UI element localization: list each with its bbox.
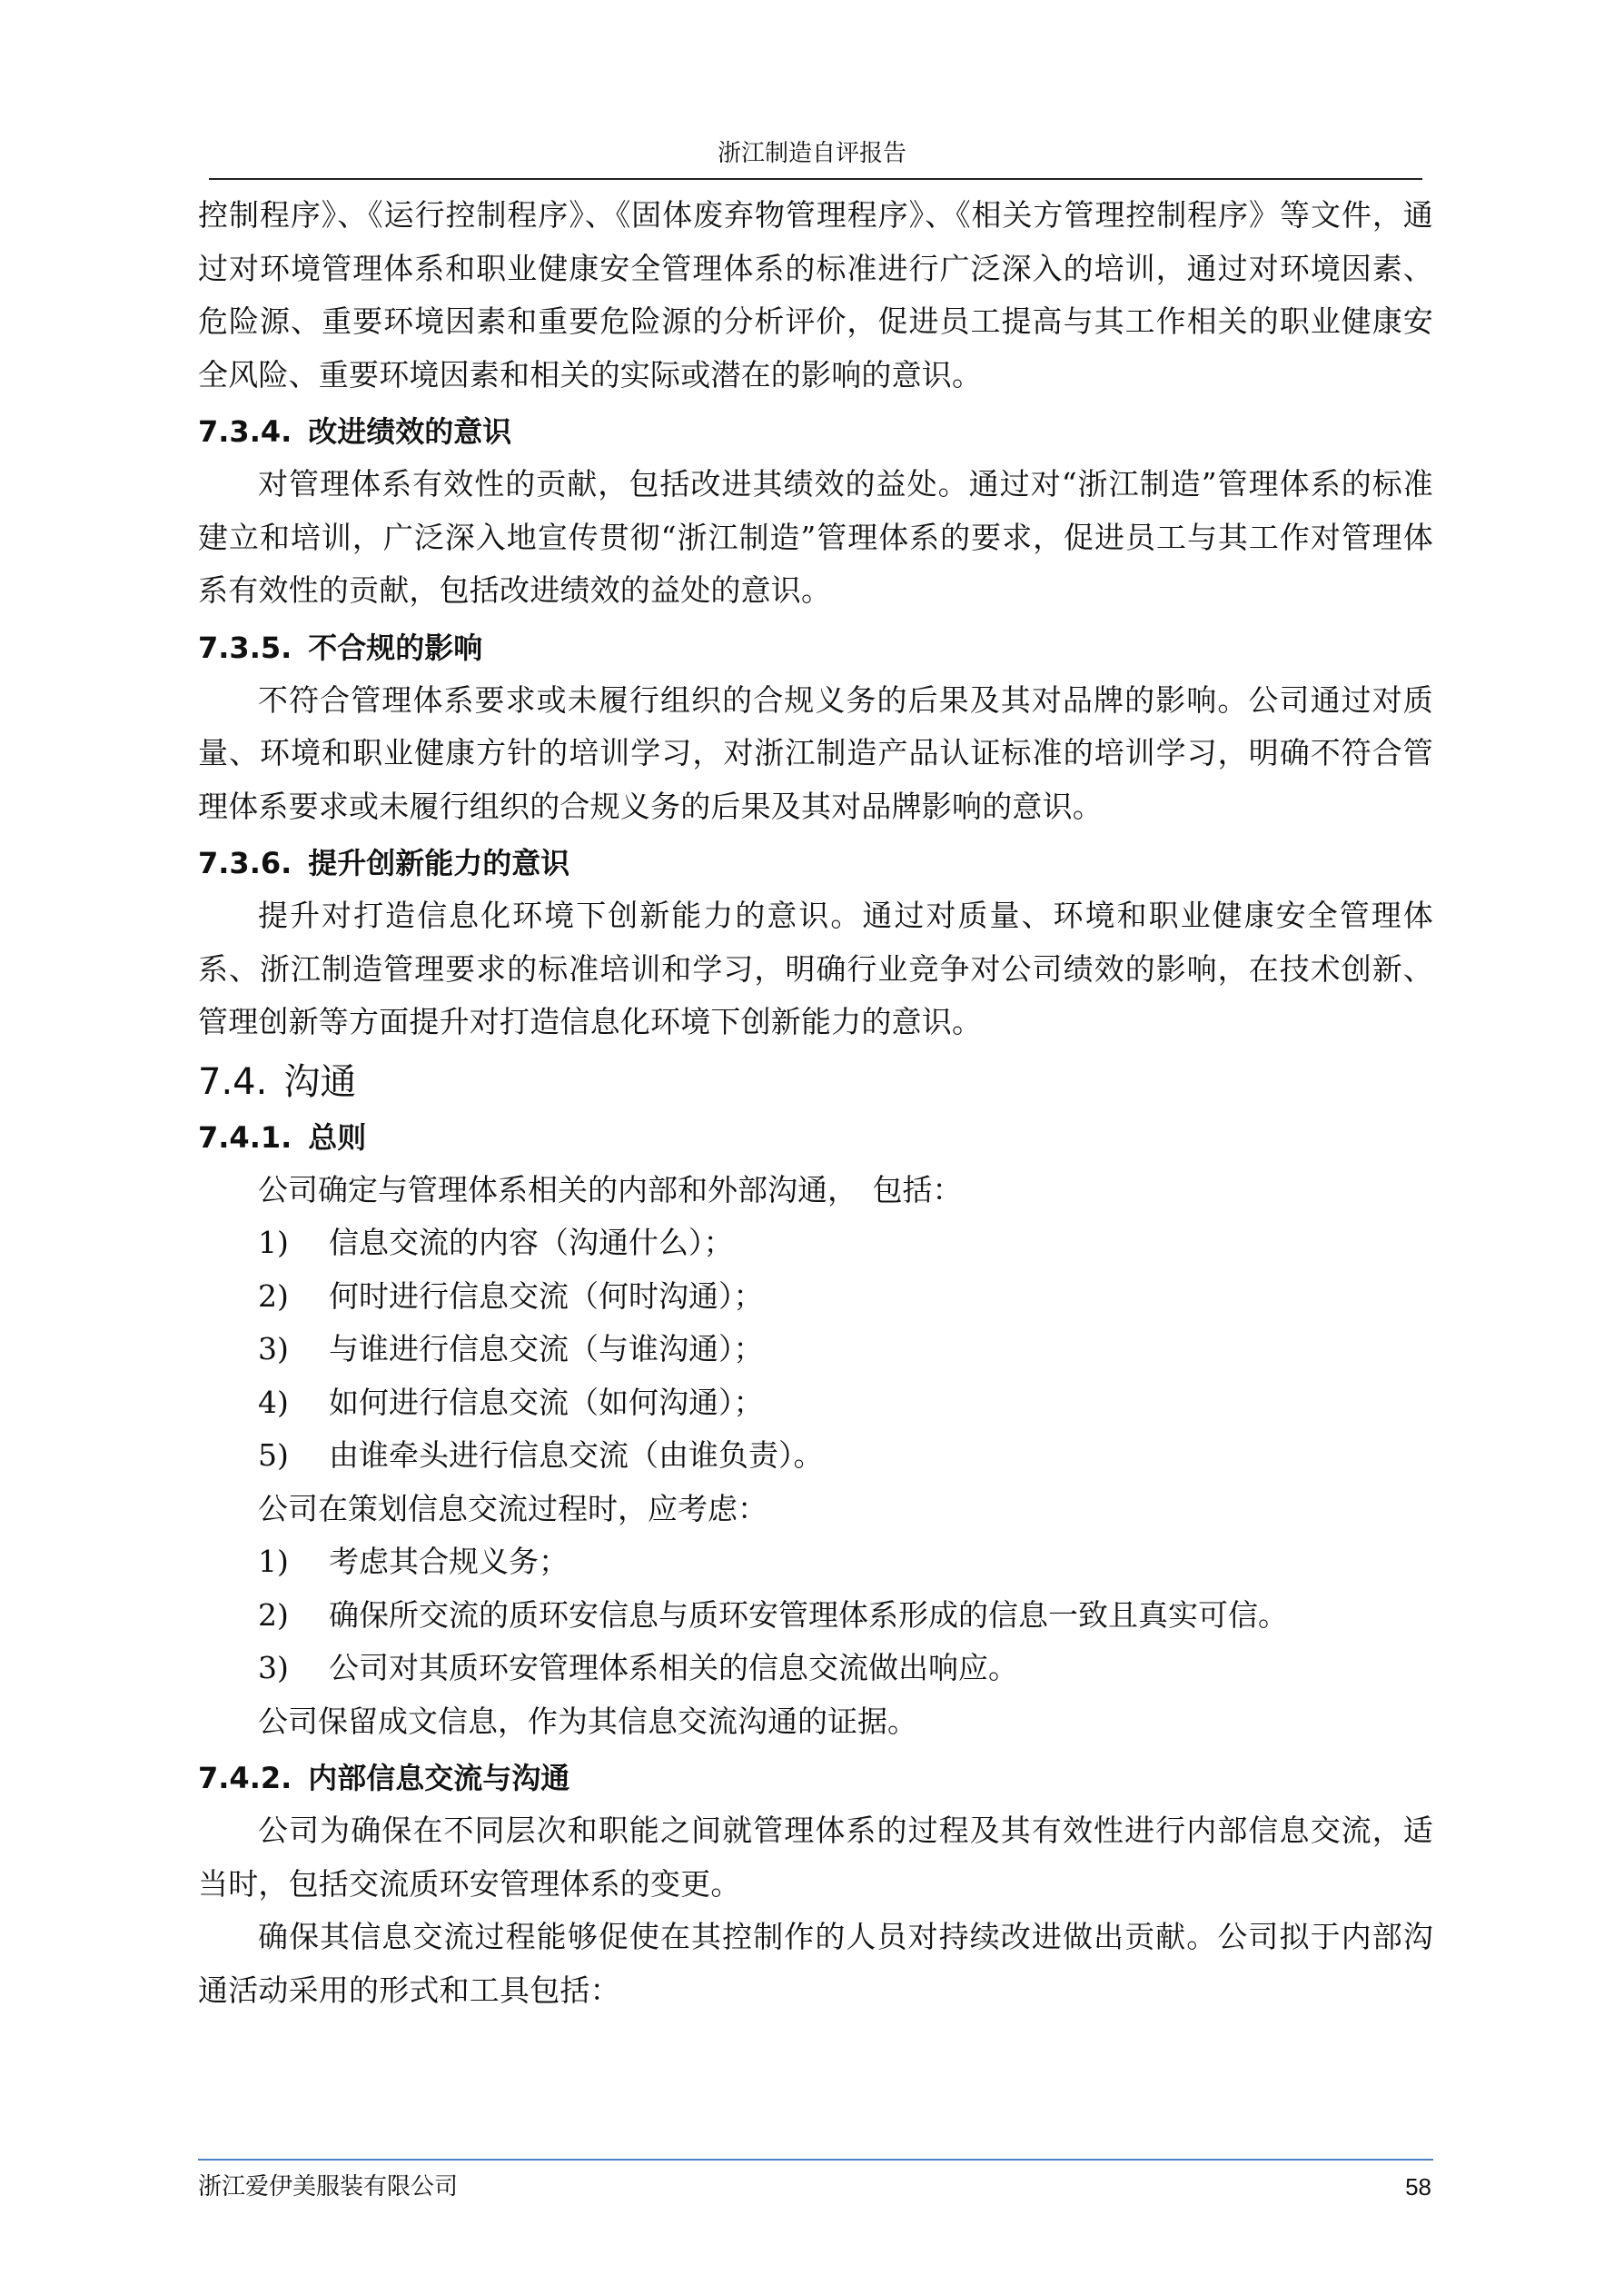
section-title: 不合规的影响 xyxy=(308,630,483,665)
section-heading-7-3-4 xyxy=(198,405,1433,458)
list-item-number: 5) xyxy=(258,1437,289,1473)
document-body xyxy=(198,189,1433,2017)
list-item xyxy=(198,1376,1433,1430)
list-item-text: 与谁进行信息交流（与谁沟通）； xyxy=(329,1331,764,1366)
section-title: 提升创新能力的意识 xyxy=(308,846,570,880)
list-item-number: 1) xyxy=(258,1225,289,1260)
paragraph-7-4-1-mid: 公司在策划信息交流过程时，应考虑： xyxy=(258,1490,767,1526)
section-heading-7-3-6 xyxy=(198,837,1433,889)
section-number: 7.3.4. xyxy=(198,414,292,449)
list-item-number: 3) xyxy=(258,1331,289,1366)
list-item xyxy=(198,1535,1433,1589)
list-item-number: 3) xyxy=(258,1650,289,1685)
section-title: 内部信息交流与沟通 xyxy=(308,1761,570,1795)
list-item-text: 确保所交流的质环安信息与质环安管理体系形成的信息一致且真实可信。 xyxy=(329,1596,1288,1633)
list-item xyxy=(198,1217,1433,1270)
list-item xyxy=(198,1429,1433,1483)
list-item-text: 公司对其质环安管理体系相关的信息交流做出响应。 xyxy=(329,1650,1018,1685)
paragraph-7-3-4: 对管理体系有效性的贡献，包括改进其绩效的益处。通过对“浙江制造”管理体系的标准建立和培训，广泛深入地宣传贯彻“浙江制造”管理体系的要求，促进员工与其工作对管理体系有效性的贡献，包括改进绩效的益处的意识。 xyxy=(198,466,1433,608)
section-heading-7-4-1 xyxy=(198,1111,1433,1164)
header-divider xyxy=(209,178,1422,180)
list-item-text: 何时进行信息交流（何时沟通）； xyxy=(329,1277,764,1314)
paragraph-intro: 控制程序》、《运行控制程序》、《固体废弃物管理程序》、《相关方管理控制程序》等文件，通过对环境管理体系和职业健康安全管理体系的标准进行广泛深入的培训，通过对环境因素、危险源、重要环境因素和重要危险源的分析评价，促进员工提高与其工作相关的职业健康安全风险、重要环境因素和相关的实际或潜在的影响的意识。 xyxy=(198,197,1433,392)
paragraph-7-4-2-first: 公司为确保在不同层次和职能之间就管理体系的过程及其有效性进行内部信息交流，适当时，包括交流质环安管理体系的变更。 xyxy=(198,1813,1433,1902)
list-item-text: 考虑其合规义务； xyxy=(329,1544,569,1579)
list-considerations xyxy=(198,1535,1433,1695)
list-item-number: 4) xyxy=(258,1384,289,1420)
paragraph-7-4-1-intro: 公司确定与管理体系相关的内部和外部沟通， 包括： xyxy=(258,1171,963,1207)
list-item-text: 如何进行信息交流（如何沟通）； xyxy=(329,1384,764,1420)
page-header-title: 浙江制造自评报告 xyxy=(717,140,906,167)
list-item xyxy=(198,1270,1433,1324)
section-title: 沟通 xyxy=(283,1060,357,1103)
section-title: 总则 xyxy=(308,1119,367,1155)
paragraph-7-3-6: 提升对打造信息化环境下创新能力的意识。通过对质量、环境和职业健康安全管理体系、浙江制造管理要求的标准培训和学习，明确行业竞争对公司绩效的影响，在技术创新、管理创新等方面提升对打造信息化环境下创新能力的意识。 xyxy=(198,898,1433,1039)
section-title: 改进绩效的意识 xyxy=(308,414,512,449)
list-item xyxy=(198,1589,1433,1643)
paragraph-7-4-2-second: 确保其信息交流过程能够促使在其控制作的人员对持续改进做出贡献。公司拟于内部沟通活动采用的形式和工具包括： xyxy=(198,1919,1433,2008)
list-item-text: 由谁牵头进行信息交流（由谁负责）。 xyxy=(329,1437,824,1473)
section-heading-7-4 xyxy=(198,1053,1433,1111)
section-number: 7.3.6. xyxy=(198,846,292,880)
list-item xyxy=(198,1642,1433,1695)
page-number: 58 xyxy=(1405,2173,1431,2201)
section-heading-7-3-5 xyxy=(198,621,1433,674)
section-heading-7-4-2 xyxy=(198,1752,1433,1804)
paragraph-7-4-1-end: 公司保留成文信息，作为其信息交流沟通的证据。 xyxy=(258,1703,917,1739)
section-number: 7.4.2. xyxy=(198,1761,292,1795)
section-number: 7.4.1. xyxy=(198,1119,292,1155)
list-item xyxy=(198,1323,1433,1376)
footer-divider xyxy=(198,2159,1433,2161)
footer-company-name: 浙江爱伊美服装有限公司 xyxy=(198,2173,459,2201)
list-item-number: 1) xyxy=(258,1544,289,1579)
list-communication-items xyxy=(198,1217,1433,1483)
list-item-number: 2) xyxy=(258,1277,289,1314)
list-item-number: 2) xyxy=(258,1596,289,1633)
section-number: 7.4. xyxy=(198,1060,268,1103)
paragraph-7-3-5: 不符合管理体系要求或未履行组织的合规义务的后果及其对品牌的影响。公司通过对质量、环境和职业健康方针的培训学习，对浙江制造产品认证标准的培训学习，明确不符合管理体系要求或未履行组织的合规义务的后果及其对品牌影响的意识。 xyxy=(198,681,1433,824)
section-number: 7.3.5. xyxy=(198,630,292,665)
list-item-text: 信息交流的内容（沟通什么）； xyxy=(329,1225,734,1260)
